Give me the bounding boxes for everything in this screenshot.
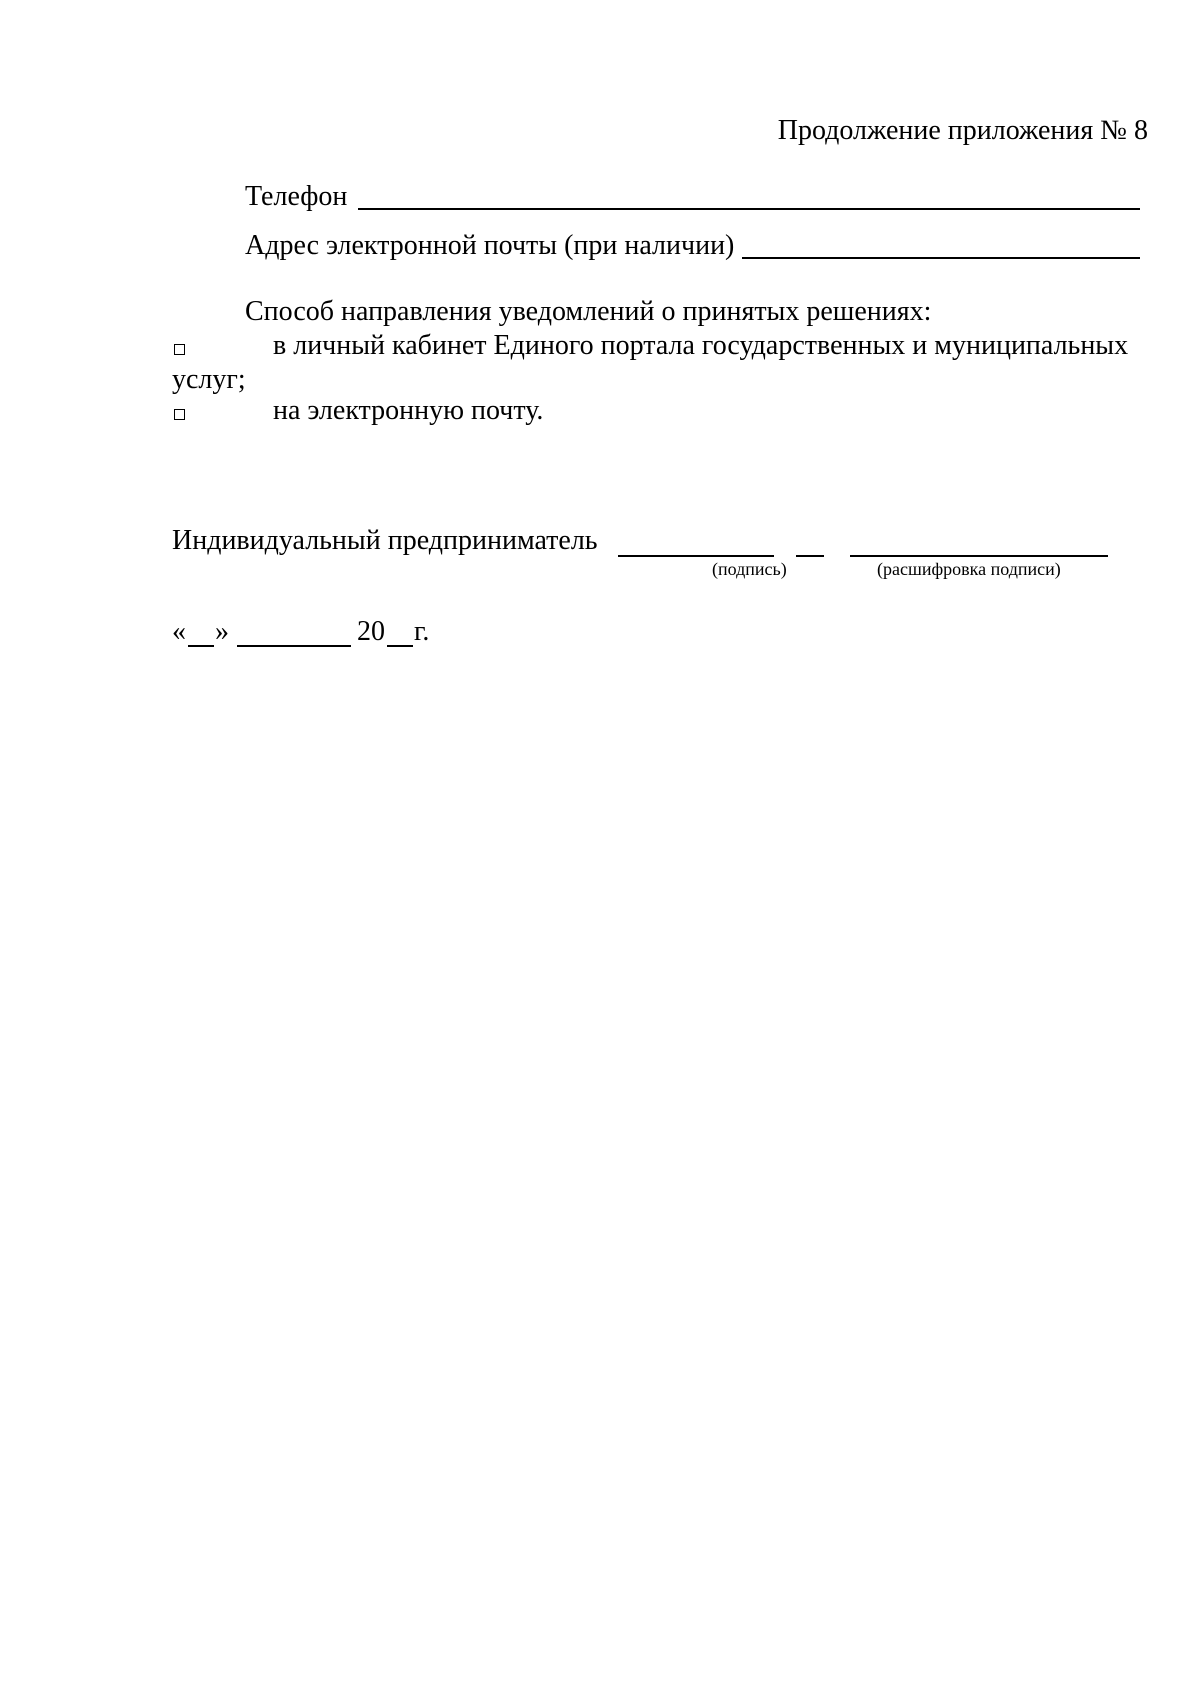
signature-input-line-tail[interactable]	[796, 555, 824, 557]
date-close-quote: »	[215, 616, 229, 647]
date-year-suffix: г.	[414, 616, 430, 647]
option-email-label: на электронную почту.	[273, 395, 544, 426]
option-email-checkbox[interactable]	[174, 409, 185, 420]
phone-label: Телефон	[245, 181, 348, 212]
signature-input-line[interactable]	[618, 555, 774, 557]
continuation-header: Продолжение приложения № 8	[777, 115, 1148, 146]
date-month-input-line[interactable]	[237, 645, 351, 647]
option-personal-account-checkbox[interactable]	[174, 344, 185, 355]
signatory-role-label: Индивидуальный предприниматель	[172, 525, 598, 556]
email-label: Адрес электронной почты (при наличии)	[245, 230, 735, 261]
signature-decoding-input-line[interactable]	[850, 555, 1108, 557]
phone-input-line[interactable]	[358, 208, 1140, 210]
option-personal-account-label: в личный кабинет Единого портала государственных и муниципальных	[273, 330, 1129, 361]
signature-caption: (подпись)	[712, 559, 787, 579]
option-personal-account-label-continued: услуг;	[172, 364, 246, 395]
email-input-line[interactable]	[742, 257, 1140, 259]
signature-decoding-caption: (расшифровка подписи)	[877, 559, 1061, 579]
date-year-prefix: 20	[357, 616, 385, 647]
date-day-input-line[interactable]	[188, 645, 214, 647]
notification-heading: Способ направления уведомлений о принятых решениях:	[245, 296, 932, 327]
date-open-quote: «	[172, 616, 186, 647]
date-year-input-line[interactable]	[387, 645, 413, 647]
